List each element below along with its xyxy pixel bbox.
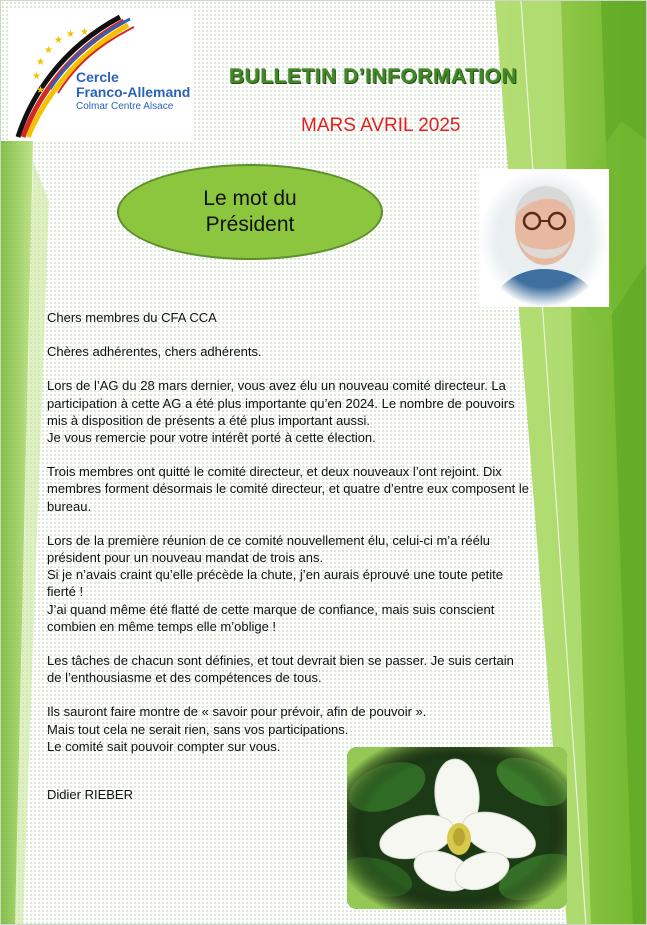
letter-paragraph: Chères adhérentes, chers adhérents. bbox=[47, 344, 262, 360]
logo-text-franco-allemand: Franco-Allemand bbox=[76, 84, 191, 100]
svg-text:★: ★ bbox=[32, 71, 41, 82]
letter-paragraph: Lors de l’AG du 28 mars dernier, vous avez élu un nouveau comité directeur. La participation à cette AG a été plus importante qu’en 2024. Le nombre de pouvoirs mis à disposition de présents a été plus important aussi. Je vous remercie pour votre intérêt porté à cette élection. bbox=[47, 378, 515, 446]
magnolia-flower-image bbox=[347, 747, 567, 909]
letter-paragraph: Les tâches de chacun sont définies, et tout devrait bien se passer. Je suis certain de l’enthousiasme et des compétences de tous. bbox=[47, 653, 514, 686]
logo-text-cercle: Cercle bbox=[76, 69, 119, 85]
logo-text-location: Colmar Centre Alsace bbox=[76, 101, 174, 112]
svg-text:★: ★ bbox=[66, 29, 75, 40]
svg-text:★: ★ bbox=[36, 85, 45, 96]
bulletin-title: BULLETIN D’INFORMATION bbox=[229, 65, 518, 88]
letter-paragraph: Trois membres ont quitté le comité directeur, et deux nouveaux l’ont rejoint. Dix membres forment désormais le comité directeur, et quatre d’entre eux composent le bureau. bbox=[47, 464, 529, 514]
letter-paragraph: Ils sauront faire montre de « savoir pour prévoir, afin de pouvoir ». Mais tout cela ne serait rien, sans vos participations. Le comité sait pouvoir compter sur vous. bbox=[47, 704, 427, 754]
bulletin-date: MARS AVRIL 2025 bbox=[301, 115, 461, 136]
president-letter bbox=[47, 309, 587, 755]
letter-signature: Didier RIEBER bbox=[47, 787, 133, 802]
svg-text:★: ★ bbox=[80, 27, 89, 38]
president-portrait bbox=[479, 169, 609, 307]
svg-text:★: ★ bbox=[36, 57, 45, 68]
svg-text:★: ★ bbox=[54, 35, 63, 46]
svg-text:★: ★ bbox=[44, 45, 53, 56]
letter-paragraph: Lors de la première réunion de ce comité nouvellement élu, celui-ci m’a réélu président pour un nouveau mandat de trois ans. Si je n’avais craint qu’elle précède la chute, j’en aurais éprouvé une toute petite fierté ! J’ai quand même été flatté de cette marque de confiance, mais suis conscient combien en même temps elle m’oblige ! bbox=[47, 532, 504, 634]
president-word-label: Le mot du Président bbox=[203, 187, 297, 236]
president-word-ellipse bbox=[117, 164, 383, 260]
letter-paragraph: Chers membres du CFA CCA bbox=[47, 310, 217, 325]
club-logo bbox=[10, 9, 194, 141]
